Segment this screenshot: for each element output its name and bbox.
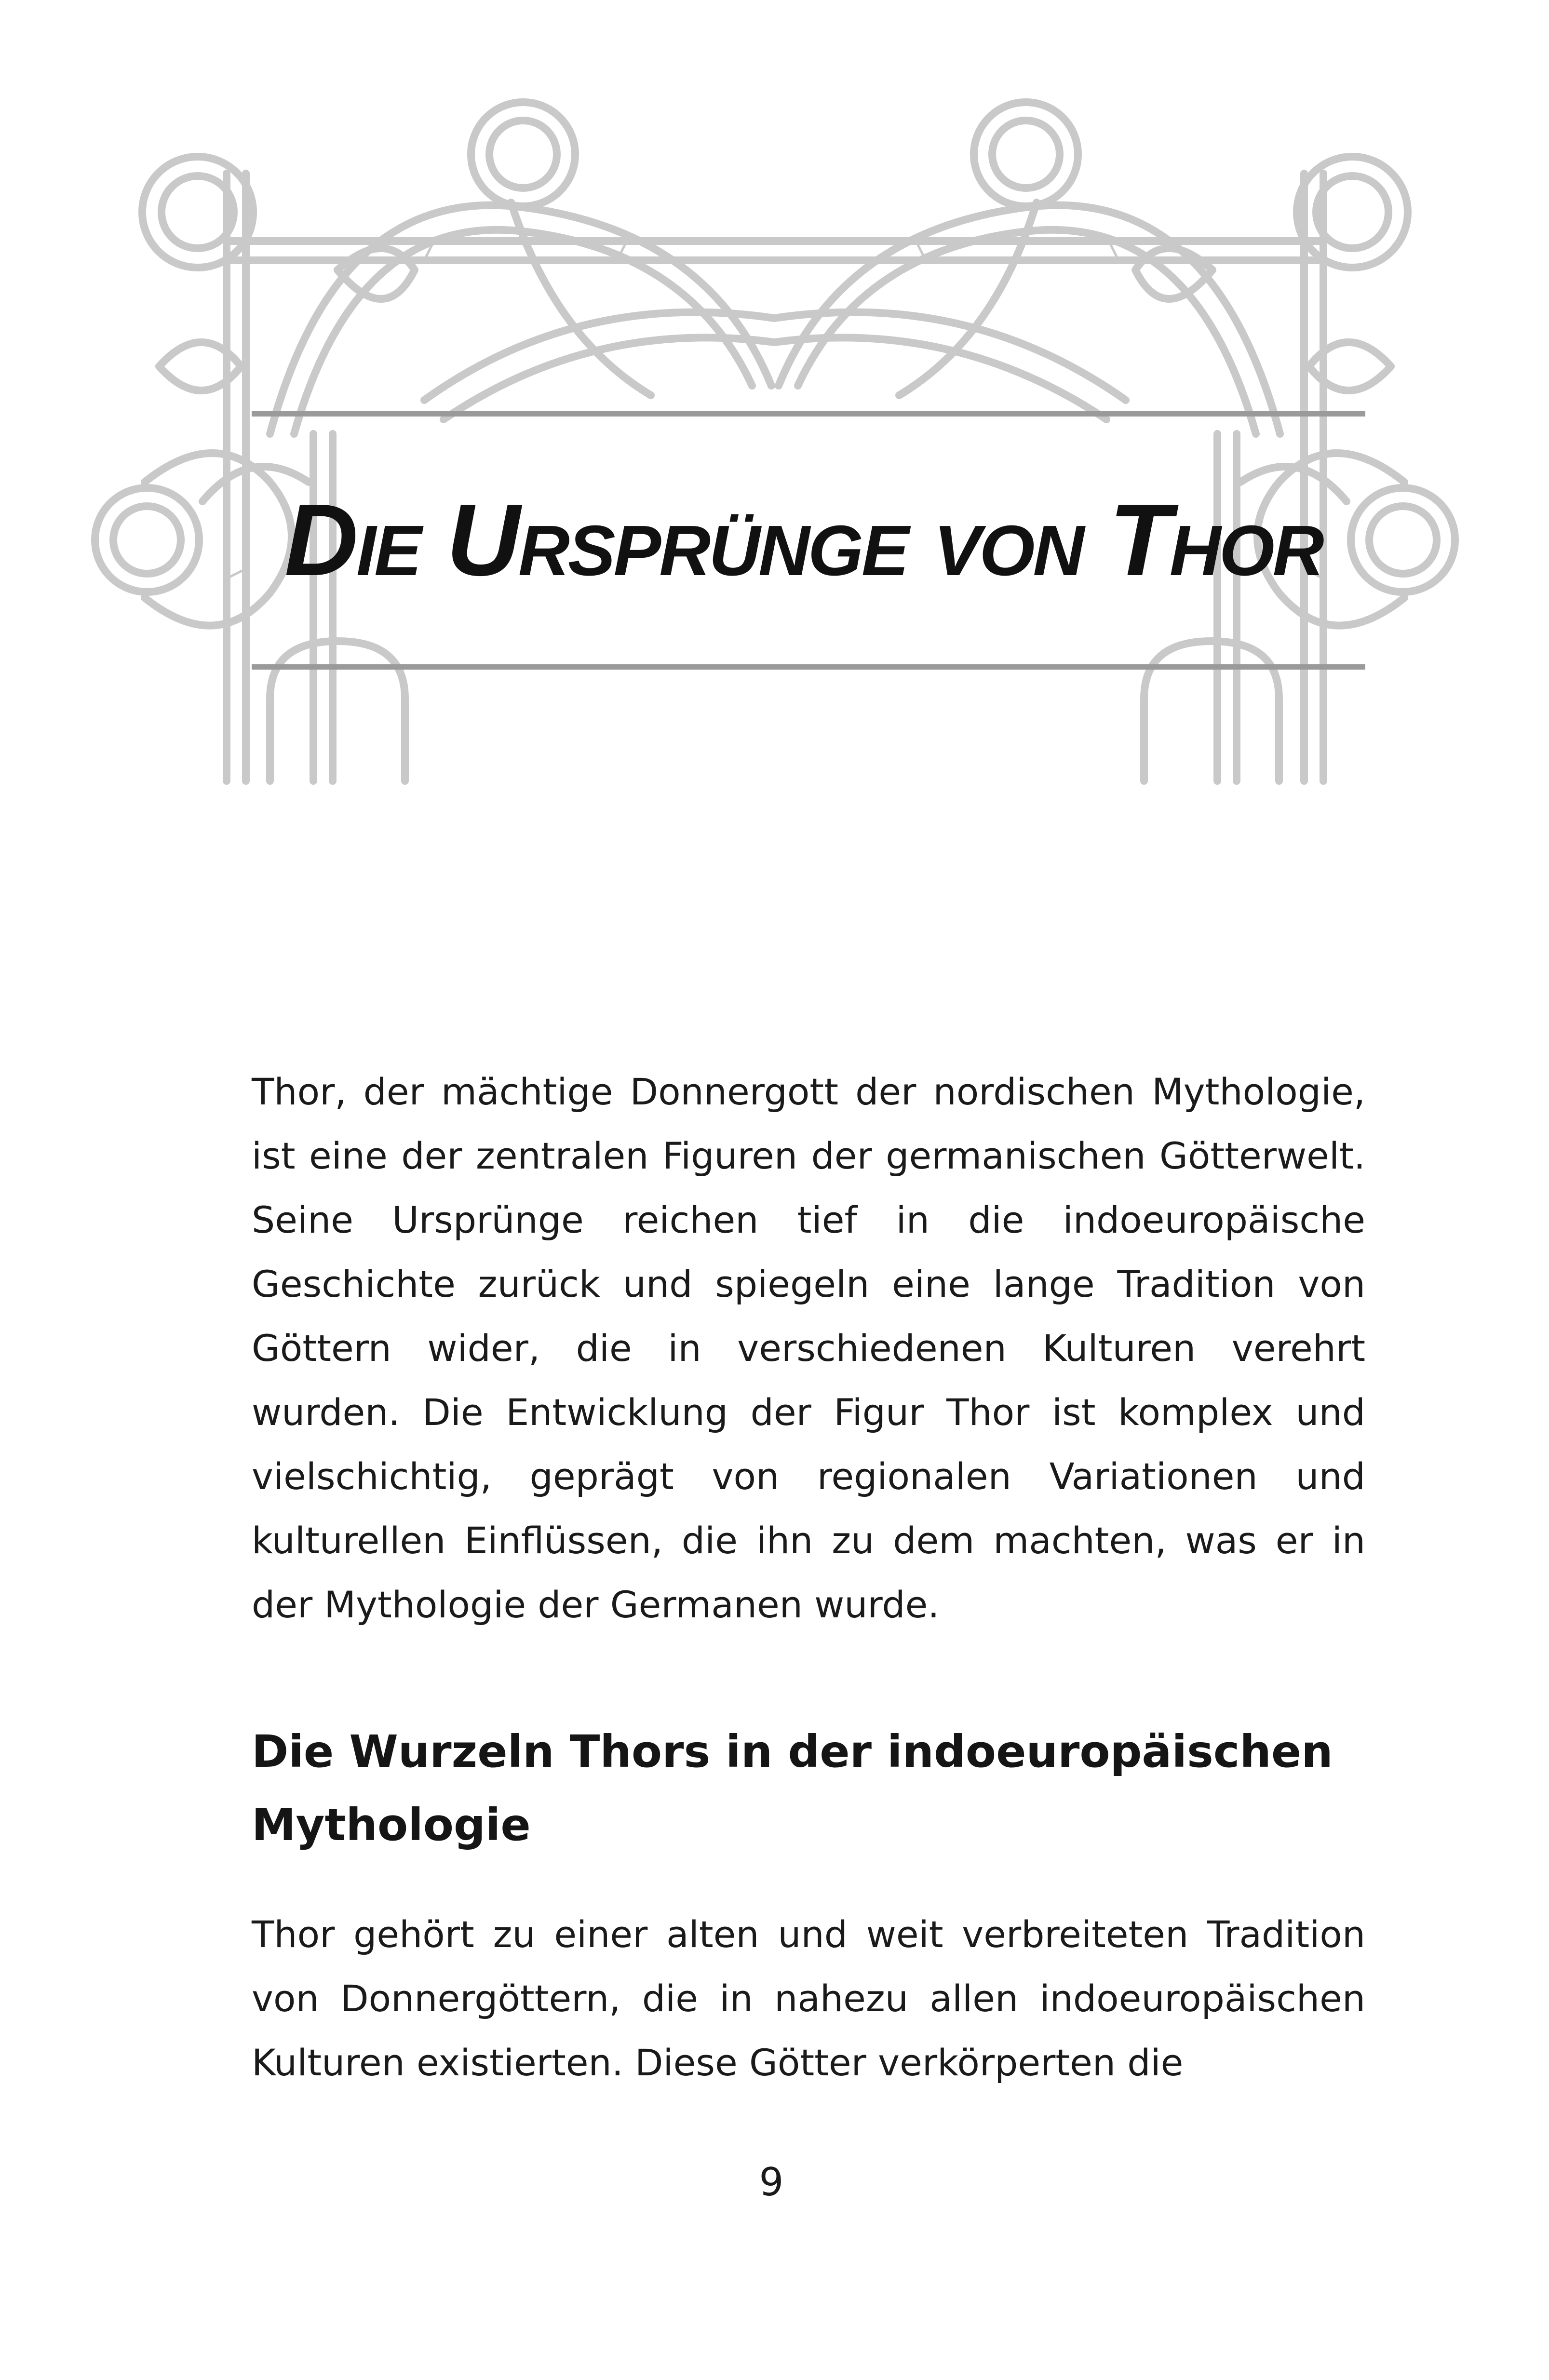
- chapter-title-word-3: von: [933, 483, 1109, 597]
- chapter-title-word-2: Ursprünge: [446, 483, 934, 597]
- chapter-title-word-4: Thor: [1109, 483, 1322, 597]
- chapter-title-word-1: Die: [284, 483, 446, 597]
- title-rule-top: [252, 411, 1365, 417]
- celtic-knot-frame-ornament: [0, 0, 1549, 791]
- chapter-title: [284, 477, 1369, 603]
- page-number: 9: [759, 2160, 784, 2205]
- body-paragraph-intro: Thor, der mächtige Donnergott der nordischen Mythologie, ist eine der zentralen Figuren der germanischen Götterwelt. Seine Ursprünge reichen tief in die indoeuropäische Geschichte zurück und spiegeln eine lange Tradition von Göttern wider, die in verschiedenen Kulturen verehrt wurden. Die Entwicklung der Figur Thor ist komplex und vielschichtig, geprägt von regionalen Variationen und kulturellen Einflüssen, die ihn zu dem machten, was er in der Mythologie der Germanen wurde.: [252, 1070, 1365, 1626]
- body-paragraph-section: Thor gehört zu einer alten und weit verbreiteten Tradition von Donnergöttern, die in nahezu allen indoeuropäischen Kulturen existierten. Diese Götter verkörperten die: [252, 1913, 1365, 2084]
- section-heading: Die Wurzeln Thors in der indoeuropäischen Mythologie: [252, 1726, 1333, 1851]
- title-rule-bottom: [252, 664, 1365, 670]
